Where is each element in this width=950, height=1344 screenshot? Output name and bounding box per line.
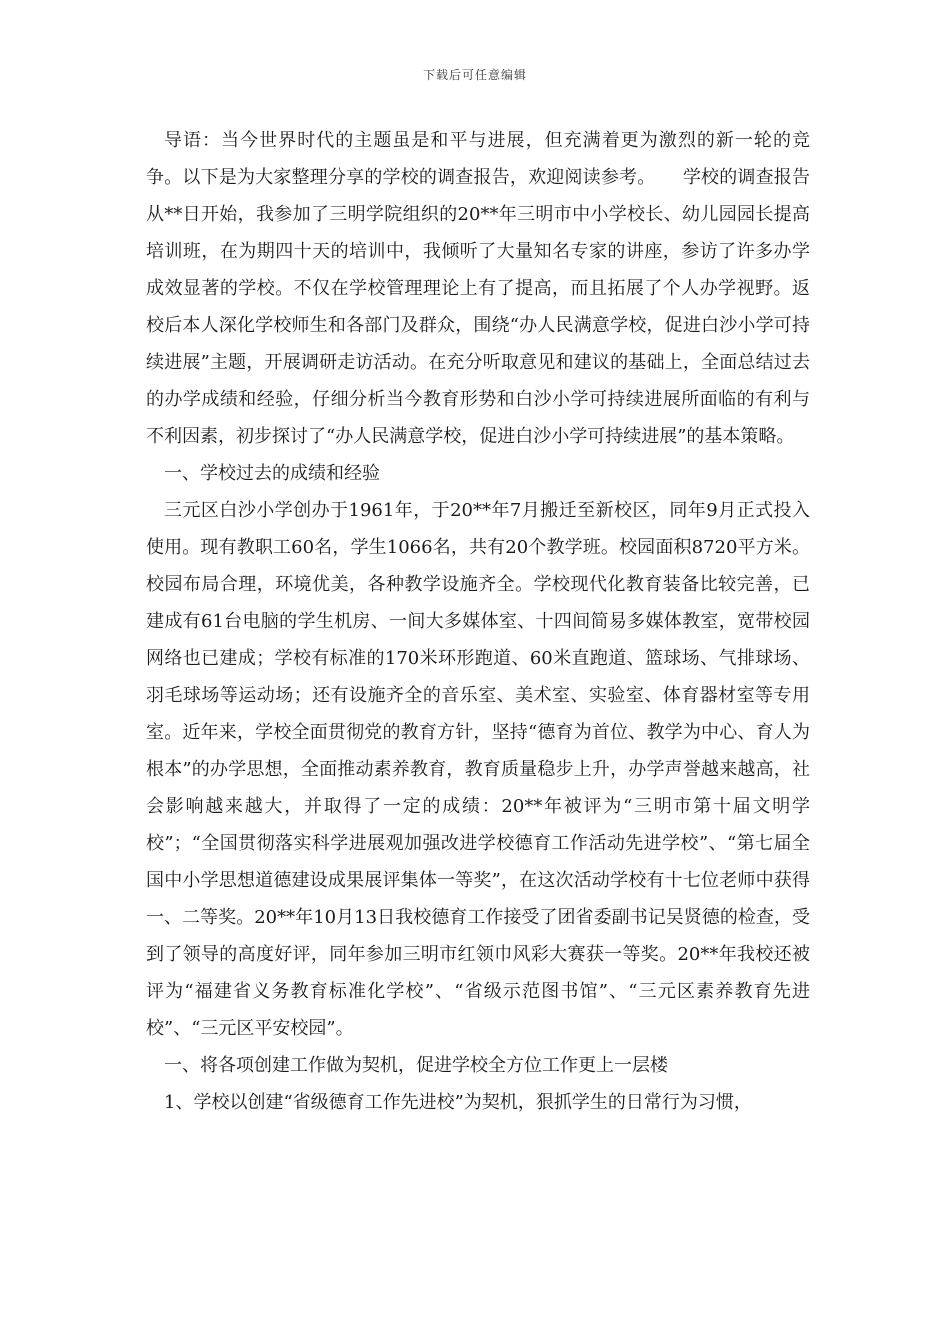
heading-section-2: 一、将各项创建工作做为契机，促进学校全方位工作更上一层楼 [164,1055,668,1076]
document-body [146,122,828,1121]
paragraph-intro: 导语：当今世界时代的主题虽是和平与进展，但充满着更为激烈的新一轮的竞争。以下是为大家整理分享的学校的调查报告，欢迎阅读参考。 学校的调查报告 从**日开始，我参加了三明学院组织的20**年三明市中小学校长、幼儿园园长提高培训班，在为期四十天的培训中，我倾听了大量知名专家的讲座，参访了许多办学成效显著的学校。不仅在学校管理理论上有了提高，而且拓展了个人办学视野。返校后本人深化学校师生和各部门及群众，围绕“办人民满意学校，促进白沙小学可持续进展”主题，开展调研走访活动。在充分听取意见和建议的基础上，全面总结过去的办学成绩和经验，仔细分析当今教育形势和白沙小学可持续进展所面临的有利与不利因素，初步探讨了“办人民满意学校，促进白沙小学可持续进展”的基本策略。 [146,130,828,447]
paragraph-school-overview: 三元区白沙小学创办于1961年，于20**年7月搬迁至新校区，同年9月正式投入使用。现有教职工60名，学生1066名，共有20个教学班。校园面积8720平方米。校园布局合理，环境优美，各种教学设施齐全。学校现代化教育装备比较完善，已建成有61台电脑的学生机房、一间大多媒体室、十四间简易多媒体教室，宽带校园网络也已建成；学校有标准的170米环形跑道、60米直跑道、篮球场、气排球场、羽毛球场等运动场；还有设施齐全的音乐室、美术室、实验室、体育器材室等专用室。近年来，学校全面贯彻党的教育方针，坚持“德育为首位、教学为中心、育人为根本”的办学思想，全面推动素养教育，教育质量稳步上升，办学声誉越来越高，社会影响越来越大，并取得了一定的成绩：20**年被评为“三明市第十届文明学校”；“全国贯彻落实科学进展观加强改进学校德育工作活动先进学校”、“第七届全国中小学思想道德建设成果展评集体一等奖”，在这次活动学校有十七位老师中获得一、二等奖。20**年10月13日我校德育工作接受了团省委副书记吴贤德的检查，受到了领导的高度好评，同年参加三明市红领巾风彩大赛获一等奖。20**年我校还被评为“福建省义务教育标准化学校”、“省级示范图书馆”、“三元区素养教育先进校”、“三元区平安校园”。 [146,500,810,1039]
paragraph-item-1: 1、学校以创建“省级德育工作先进校”为契机，狠抓学生的日常行为习惯， [164,1092,752,1113]
header-note: 下载后可任意编辑 [422,68,527,82]
heading-section-1: 一、学校过去的成绩和经验 [164,463,380,484]
